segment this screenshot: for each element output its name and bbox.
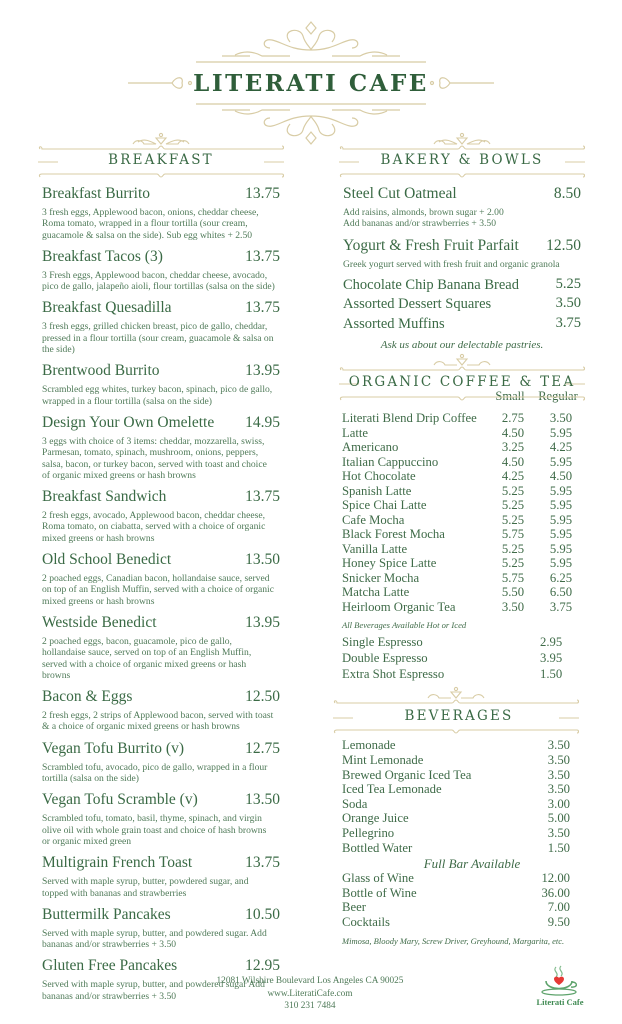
item-name: Steel Cut Oatmeal bbox=[343, 185, 457, 202]
beverage-price: 3.50 bbox=[547, 825, 570, 840]
beverages-title: BEVERAGES bbox=[404, 708, 514, 725]
item-price: 3.75 bbox=[555, 314, 581, 331]
menu-item bbox=[38, 361, 284, 407]
item-price: 13.75 bbox=[245, 185, 280, 202]
menu-item bbox=[38, 790, 284, 847]
item-name: Bacon & Eggs bbox=[42, 688, 133, 706]
item-row bbox=[38, 413, 284, 433]
drink-price: 1.50 bbox=[540, 667, 563, 682]
item-price: 14.95 bbox=[245, 413, 280, 431]
drink-name: Latte bbox=[342, 425, 369, 440]
drink-name: Matcha Latte bbox=[342, 585, 410, 600]
bar-item-price: 7.00 bbox=[547, 900, 570, 915]
item-price: 12.50 bbox=[245, 688, 280, 706]
coffee-row bbox=[339, 527, 585, 542]
item-price: 3.50 bbox=[555, 295, 581, 312]
price-small: 4.50 bbox=[501, 454, 525, 469]
item-name: Vegan Tofu Scramble (v) bbox=[42, 791, 198, 809]
price-small: 5.25 bbox=[501, 483, 525, 498]
price-small: 5.25 bbox=[501, 512, 525, 527]
item-description: Scrambled egg whites, turkey bacon, spinach, pico de gallo, wrapped in a flour tortilla (salsa on the side) bbox=[42, 384, 273, 407]
item-price: 13.50 bbox=[245, 551, 280, 569]
bar-item-name: Bottle of Wine bbox=[342, 885, 417, 900]
menu-item bbox=[339, 315, 585, 335]
desc-line: Add raisins, almonds, brown sugar + 2.00 bbox=[343, 207, 504, 218]
beverage-price: 3.50 bbox=[547, 752, 570, 767]
coffee-row bbox=[339, 542, 585, 557]
price-small: 4.25 bbox=[501, 469, 525, 484]
price-regular: 5.95 bbox=[549, 527, 573, 542]
bar-item-price: 36.00 bbox=[541, 885, 570, 900]
column-small: Small bbox=[495, 389, 525, 404]
coffee-row bbox=[339, 600, 585, 615]
item-name: Breakfast Burrito bbox=[42, 185, 151, 202]
bar-item-name: Cocktails bbox=[342, 914, 390, 929]
beverage-name: Bottled Water bbox=[342, 840, 413, 855]
price-small: 5.75 bbox=[501, 527, 525, 542]
breakfast-title: BREAKFAST bbox=[108, 152, 214, 168]
item-name: Brentwood Burrito bbox=[42, 362, 160, 380]
menu-item bbox=[38, 487, 284, 544]
menu-item bbox=[38, 687, 284, 733]
coffee-row bbox=[339, 513, 585, 528]
item-price: 13.95 bbox=[245, 613, 280, 631]
item-name: Old School Benedict bbox=[42, 551, 172, 569]
item-name: Gluten Free Pancakes bbox=[42, 957, 178, 975]
item-row bbox=[38, 853, 284, 873]
item-row bbox=[38, 613, 284, 633]
menu-item bbox=[38, 739, 284, 785]
bakery-title: BAKERY & BOWLS bbox=[380, 152, 544, 168]
item-price: 13.95 bbox=[245, 362, 280, 380]
espresso-row bbox=[339, 650, 585, 666]
drink-name: Americano bbox=[342, 440, 399, 455]
beverage-row bbox=[339, 738, 585, 753]
item-description: 2 fresh eggs, 2 strips of Applewood bacon, served with toast & a choice of organic mixed greens or hash browns bbox=[42, 710, 274, 733]
drink-name: Spice Chai Latte bbox=[342, 498, 427, 513]
drink-name: Single Espresso bbox=[342, 635, 423, 650]
full-bar-heading: Full Bar Available bbox=[423, 856, 521, 872]
menu-item bbox=[339, 236, 585, 270]
item-price: 13.75 bbox=[245, 854, 280, 872]
bar-row bbox=[339, 900, 585, 915]
coffee-row bbox=[339, 469, 585, 484]
price-regular: 3.75 bbox=[549, 599, 573, 614]
beverage-name: Lemonade bbox=[342, 738, 396, 753]
price-regular: 4.25 bbox=[549, 440, 573, 455]
beverage-row bbox=[339, 753, 585, 768]
item-row bbox=[38, 361, 284, 381]
item-name: Vegan Tofu Burrito (v) bbox=[42, 739, 184, 757]
menu-item bbox=[38, 184, 284, 241]
coffee-rows bbox=[339, 411, 585, 614]
beverage-row bbox=[339, 768, 585, 783]
item-description: 2 fresh eggs, avocado, Applewood bacon, cheddar cheese, Roma tomato, on ciabatta, served with a choice of organic mixed greens or hash browns bbox=[42, 510, 266, 544]
item-description bbox=[339, 259, 585, 270]
item-row bbox=[38, 739, 284, 759]
beverage-name: Iced Tea Lemonade bbox=[342, 782, 442, 797]
price-regular: 6.25 bbox=[549, 570, 573, 585]
beverage-price: 3.00 bbox=[547, 796, 570, 811]
address: 12081 Wilshire Boulevard Los Angeles CA 90025 bbox=[216, 976, 404, 986]
item-row bbox=[38, 687, 284, 707]
item-description: Scrambled tofu, avocado, pico de gallo, wrapped in a flour tortilla (salsa on the side) bbox=[42, 761, 268, 785]
price-small: 5.75 bbox=[501, 570, 525, 585]
item-description: 3 fresh eggs, grilled chicken breast, pico de gallo, cheddar, pressed in a flour tortilla (sour cream, guacamole & salsa on the side) bbox=[42, 321, 274, 356]
item-name: Breakfast Quesadilla bbox=[42, 299, 172, 317]
menu-item bbox=[38, 298, 284, 355]
espresso-row bbox=[339, 666, 585, 682]
drink-name: Spanish Latte bbox=[342, 483, 412, 498]
breakfast-item-list bbox=[38, 184, 284, 1002]
price-regular: 5.95 bbox=[549, 454, 573, 469]
bar-row bbox=[339, 871, 585, 886]
bar-item-name: Beer bbox=[342, 900, 366, 915]
beverage-rows bbox=[339, 738, 585, 855]
beverage-price: 3.50 bbox=[547, 782, 570, 797]
logo-text: Literati Cafe bbox=[536, 997, 584, 1007]
price-small: 5.25 bbox=[501, 541, 525, 556]
beverage-row bbox=[339, 826, 585, 841]
price-regular: 6.50 bbox=[549, 585, 573, 600]
website-link[interactable]: www.LiteratiCafe.com bbox=[267, 988, 353, 999]
menu-item bbox=[38, 853, 284, 899]
breakfast-section-header bbox=[38, 128, 284, 180]
beverage-price: 5.00 bbox=[547, 811, 570, 826]
item-name: Assorted Muffins bbox=[343, 315, 445, 332]
drink-name: Italian Cappuccino bbox=[342, 454, 439, 469]
drink-name: Cafe Mocha bbox=[342, 512, 405, 527]
item-description: Served with maple syrup, butter, and powdered sugar Add bananas and/or strawberries + 3.50 bbox=[42, 979, 265, 1002]
item-price: 13.75 bbox=[245, 247, 280, 265]
desc-line: Add bananas and/or strawberries + 3.50 bbox=[343, 218, 497, 230]
menu-item bbox=[339, 295, 585, 315]
drink-name: Black Forest Mocha bbox=[342, 527, 445, 542]
item-description bbox=[339, 207, 585, 230]
item-row bbox=[38, 956, 284, 976]
menu-item bbox=[38, 413, 284, 481]
price-small: 2.75 bbox=[501, 411, 525, 426]
breakfast-column bbox=[38, 128, 284, 1008]
coffee-row bbox=[339, 484, 585, 499]
item-row bbox=[38, 247, 284, 267]
drink-price: 2.95 bbox=[540, 635, 563, 650]
beverage-name: Soda bbox=[342, 796, 368, 811]
price-small: 4.50 bbox=[501, 425, 525, 440]
item-price: 10.50 bbox=[245, 905, 280, 923]
item-name: Breakfast Tacos (3) bbox=[42, 247, 163, 265]
item-description: 3 fresh eggs, Applewood bacon, onions, cheddar cheese, Roma tomato, wrapped in a flour tortilla (sour cream, guacamole & salsa on the side). Sub egg whites + 2.50 bbox=[42, 207, 259, 241]
item-description: 3 eggs with choice of 3 items: cheddar, mozzarella, swiss, Parmesan, tomato, spinach, mushroom, onions, peppers, salsa, bacon, or turkey bacon, served with toast and choice of organic mixed greens or hash browns bbox=[42, 435, 267, 481]
item-price: 12.95 bbox=[245, 957, 280, 975]
price-regular: 5.95 bbox=[549, 556, 573, 571]
item-name: Breakfast Sandwich bbox=[42, 488, 167, 506]
cafe-logo bbox=[530, 965, 590, 1010]
item-price: 8.50 bbox=[553, 185, 581, 202]
item-row bbox=[38, 487, 284, 507]
menu-item bbox=[38, 247, 284, 293]
price-regular: 5.95 bbox=[549, 425, 573, 440]
item-row bbox=[38, 550, 284, 570]
price-regular: 5.95 bbox=[549, 498, 573, 513]
item-description: Scrambled tofu, tomato, basil, thyme, spinach, and virgin olive oil with whole grain toast and choice of hash browns or organic mixed green bbox=[42, 813, 267, 847]
coffee-row bbox=[339, 455, 585, 470]
price-small: 5.25 bbox=[501, 556, 525, 571]
item-name: Design Your Own Omelette bbox=[42, 413, 215, 431]
drink-name: Hot Chocolate bbox=[342, 469, 416, 484]
drink-name: Literati Blend Drip Coffee bbox=[342, 411, 477, 426]
item-name: Yogurt & Fresh Fruit Parfait bbox=[343, 236, 519, 254]
coffee-row bbox=[339, 426, 585, 441]
menu-item bbox=[38, 613, 284, 681]
pastries-note: Ask us about our delectable pastries. bbox=[380, 339, 544, 352]
menu-item bbox=[38, 905, 284, 951]
item-name: Buttermilk Pancakes bbox=[42, 905, 171, 923]
drink-name: Snicker Mocha bbox=[342, 570, 420, 585]
coffee-row bbox=[339, 498, 585, 513]
item-name: Chocolate Chip Banana Bread bbox=[343, 276, 519, 293]
drink-name: Vanilla Latte bbox=[342, 541, 408, 556]
bakery-section-header bbox=[339, 128, 585, 180]
drink-name: Honey Spice Latte bbox=[342, 556, 437, 571]
beverage-row bbox=[339, 782, 585, 797]
coffee-section-header bbox=[339, 351, 585, 403]
item-name: Multigrain French Toast bbox=[42, 854, 193, 872]
price-small: 5.50 bbox=[501, 585, 525, 600]
item-price: 12.75 bbox=[245, 739, 280, 757]
bar-item-name: Glass of Wine bbox=[342, 871, 414, 886]
item-price: 12.50 bbox=[546, 236, 581, 254]
item-description: 2 poached eggs, Canadian bacon, hollandaise sauce, served on top of an English Muffin, served with a choice of organic mixed greens or hash browns bbox=[42, 573, 274, 607]
phone-number: 310 231 7484 bbox=[284, 1001, 336, 1011]
item-price: 13.75 bbox=[245, 488, 280, 506]
drink-name: Extra Shot Espresso bbox=[342, 667, 445, 682]
item-row bbox=[38, 905, 284, 925]
item-price: 13.50 bbox=[245, 791, 280, 809]
price-small: 5.25 bbox=[501, 498, 525, 513]
beverage-name: Pellegrino bbox=[342, 825, 395, 840]
item-price: 5.25 bbox=[555, 275, 581, 292]
bar-row bbox=[339, 886, 585, 901]
beverage-price: 3.50 bbox=[547, 738, 570, 753]
drink-name: Heirloom Organic Tea bbox=[342, 599, 456, 614]
item-name: Assorted Dessert Squares bbox=[343, 296, 492, 313]
item-row bbox=[38, 184, 284, 204]
cocktail-note: Mimosa, Bloody Mary, Screw Driver, Greyhound, Margarita, etc. bbox=[342, 935, 565, 946]
item-row bbox=[38, 298, 284, 318]
drink-price: 3.95 bbox=[540, 651, 563, 666]
price-regular: 3.50 bbox=[549, 411, 573, 426]
coffee-row bbox=[339, 585, 585, 600]
price-regular: 4.50 bbox=[549, 469, 573, 484]
drink-name: Double Espresso bbox=[342, 651, 428, 666]
beverage-name: Brewed Organic Iced Tea bbox=[342, 767, 472, 782]
coffee-cup-heart-icon bbox=[530, 965, 590, 997]
bar-row bbox=[339, 915, 585, 930]
beverage-price: 1.50 bbox=[547, 840, 570, 855]
espresso-row bbox=[339, 634, 585, 650]
item-description: Served with maple syrup, butter, and powdered sugar. Add bananas and/or strawberries + 3.50 bbox=[42, 927, 267, 951]
item-description: 2 poached eggs, bacon, guacamole, pico de gallo, hollandaise sauce, served on top of an English Muffin, served with a choice of organic mixed greens or hash browns bbox=[42, 635, 252, 681]
bar-item-price: 9.50 bbox=[547, 914, 570, 929]
footer bbox=[150, 975, 470, 1013]
cafe-title: LITERATI CAFE bbox=[193, 70, 429, 97]
item-description: Served with maple syrup, butter, powdered sugar, and topped with bananas and strawberries bbox=[42, 876, 249, 899]
bakery-item-list bbox=[339, 184, 585, 351]
menu-item bbox=[339, 276, 585, 296]
price-small: 3.50 bbox=[501, 599, 525, 614]
beverage-row bbox=[339, 811, 585, 826]
coffee-row bbox=[339, 556, 585, 571]
price-small: 3.25 bbox=[501, 440, 525, 455]
coffee-row bbox=[339, 411, 585, 426]
beverage-row bbox=[339, 797, 585, 812]
hot-or-iced-note: All Beverages Available Hot or Iced bbox=[342, 620, 467, 631]
bar-item-price: 12.00 bbox=[541, 871, 570, 886]
item-row bbox=[38, 790, 284, 810]
right-column bbox=[339, 128, 585, 946]
menu-item bbox=[38, 550, 284, 607]
price-regular: 5.95 bbox=[549, 512, 573, 527]
price-regular: 5.95 bbox=[549, 541, 573, 556]
item-description: 3 Fresh eggs, Applewood bacon, cheddar cheese, avocado, pico de gallo, jalapeño aioli, flour tortillas (salsa on the side) bbox=[42, 269, 275, 293]
beverage-price: 3.50 bbox=[547, 767, 570, 782]
coffee-title: ORGANIC COFFEE & TEA bbox=[348, 374, 576, 391]
item-price: 13.75 bbox=[245, 299, 280, 317]
menu-item bbox=[339, 184, 585, 230]
desc-line: Greek yogurt served with fresh fruit and organic granola bbox=[343, 258, 560, 270]
column-regular: Regular bbox=[538, 389, 578, 404]
bar-rows bbox=[339, 871, 585, 929]
coffee-table bbox=[339, 389, 585, 682]
beverage-row bbox=[339, 841, 585, 856]
coffee-row bbox=[339, 571, 585, 586]
coffee-row bbox=[339, 440, 585, 455]
beverage-name: Orange Juice bbox=[342, 811, 409, 826]
item-name: Westside Benedict bbox=[42, 613, 157, 631]
beverages-section-header bbox=[339, 684, 585, 736]
espresso-rows bbox=[339, 634, 585, 682]
price-regular: 5.95 bbox=[549, 483, 573, 498]
beverage-name: Mint Lemonade bbox=[342, 752, 424, 767]
